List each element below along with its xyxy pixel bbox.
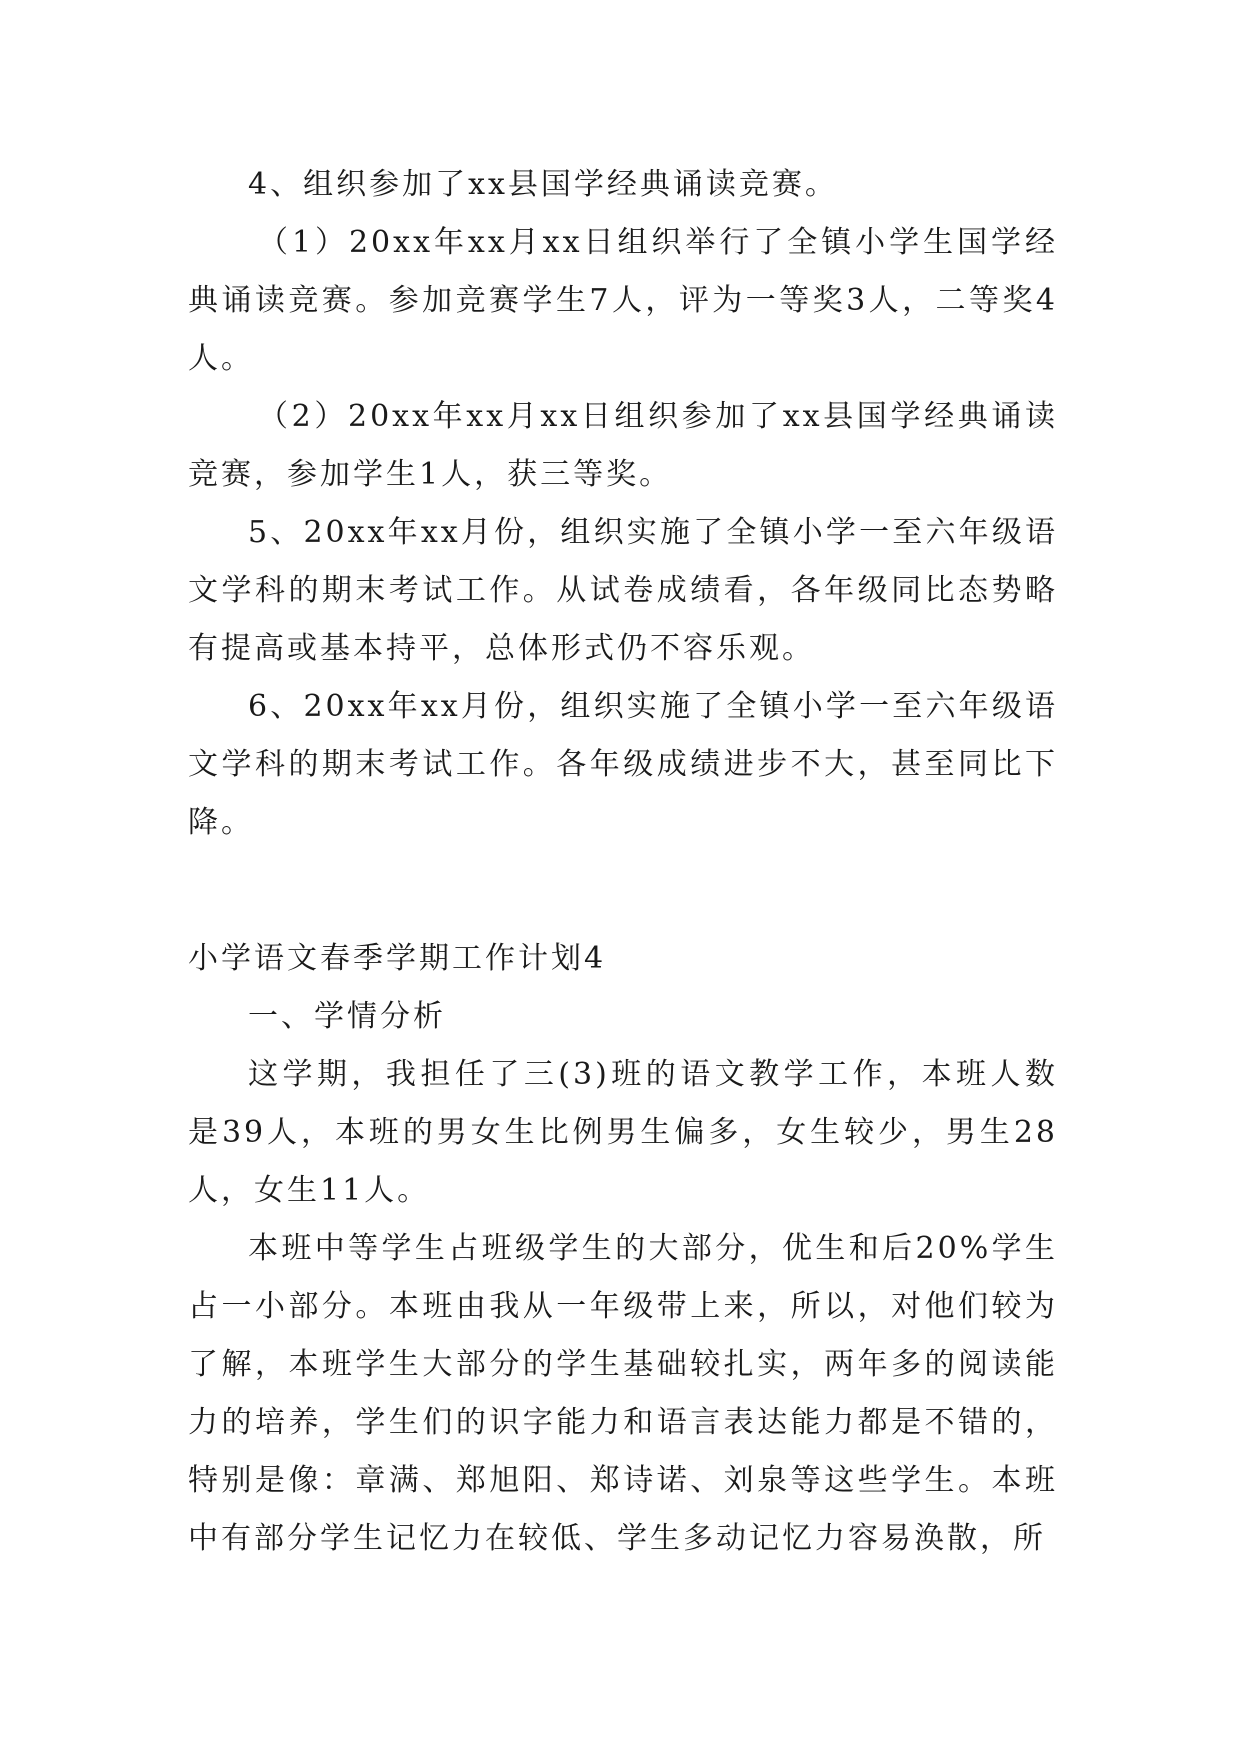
paragraph-class-info: 这学期，我担任了三(3)班的语文教学工作，本班人数是39人，本班的男女生比例男生偏多，女生较少，男生28人，女生11人。 bbox=[188, 1057, 1058, 1208]
subsection-heading: 一、学情分析 bbox=[248, 999, 446, 1034]
paragraph-item-4-2: （2）20xx年xx月xx日组织参加了xx县国学经典诵读竞赛，参加学生1人，获三等奖。 bbox=[188, 399, 1058, 492]
document-body bbox=[188, 156, 1058, 1568]
paragraph-item-4-1: （1）20xx年xx月xx日组织举行了全镇小学生国学经典诵读竞赛。参加竞赛学生7人，评为一等奖3人，二等奖4人。 bbox=[188, 225, 1058, 376]
paragraph-item-6: 6、20xx年xx月份，组织实施了全镇小学一至六年级语文学科的期末考试工作。各年级成绩进步不大，甚至同比下降。 bbox=[188, 689, 1058, 840]
paragraph-item-5: 5、20xx年xx月份，组织实施了全镇小学一至六年级语文学科的期末考试工作。从试卷成绩看，各年级同比态势略有提高或基本持平，总体形式仍不容乐观。 bbox=[188, 515, 1058, 666]
paragraph-item-4: 4、组织参加了xx县国学经典诵读竞赛。 bbox=[248, 167, 838, 202]
section-title: 小学语文春季学期工作计划4 bbox=[188, 941, 607, 976]
paragraph-student-analysis: 本班中等学生占班级学生的大部分，优生和后20%学生占一小部分。本班由我从一年级带上来，所以，对他们较为了解，本班学生大部分的学生基础较扎实，两年多的阅读能力的培养，学生们的识字能力和语言表达能力都是不错的，特别是像：章满、郑旭阳、郑诗诺、刘泉等这些学生。本班中有部分学生记忆力在较低、学生多动记忆力容易涣散，所 bbox=[188, 1231, 1058, 1556]
